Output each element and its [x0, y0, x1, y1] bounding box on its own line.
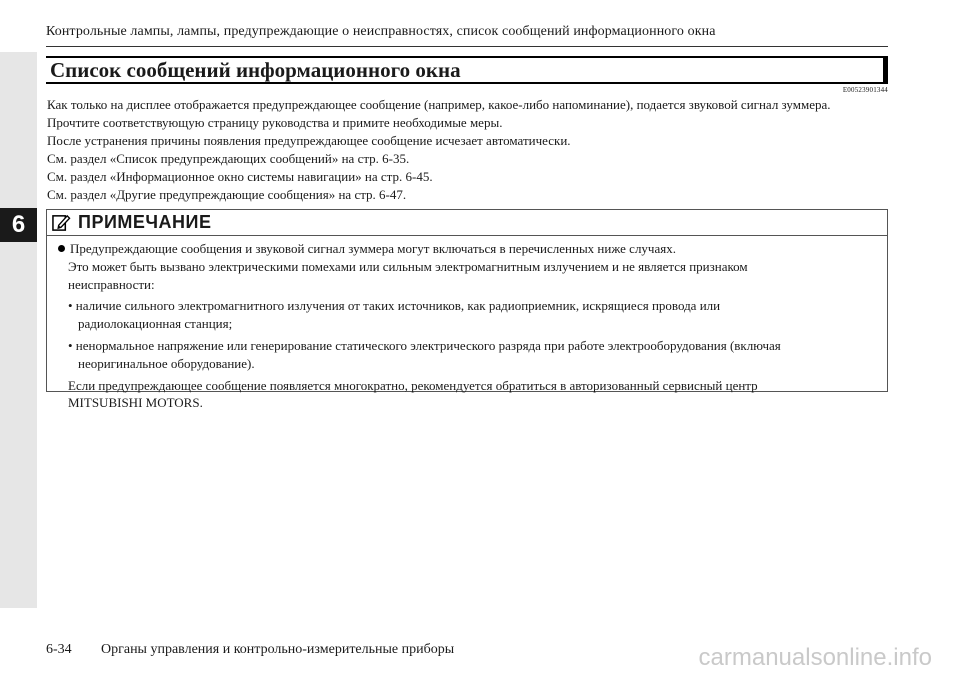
note-subitem-continuation: неоригинальное оборудование). [78, 355, 255, 371]
body-line: См. раздел «Другие предупреждающие сообщения» на стр. 6-47. [47, 187, 407, 202]
note-pencil-icon [52, 213, 71, 232]
body-text [47, 96, 892, 204]
note-subitem: • наличие сильного электромагнитного излучения от таких источников, как радиоприемник, искрящиеся провода или [68, 298, 721, 314]
page-number: 6-34 [46, 642, 72, 657]
note-subitem-continuation: радиолокационная станция; [78, 316, 233, 332]
body-line: См. раздел «Список предупреждающих сообщений» на стр. 6-35. [47, 151, 410, 166]
bullet-dot-icon [58, 245, 65, 252]
running-header: Контрольные лампы, лампы, предупреждающие о неисправностях, список сообщений информационного окна [46, 24, 716, 39]
note-bullet-continuation: неисправности: [68, 276, 155, 292]
body-line: См. раздел «Информационное окно системы навигации» на стр. 6-45. [47, 169, 433, 184]
note-tail: Если предупреждающее сообщение появляется многократно, рекомендуется обратиться в авторизованный сервисный центр [68, 377, 758, 393]
note-header [47, 210, 887, 236]
chapter-side-strip [0, 52, 37, 608]
note-body [47, 236, 887, 412]
chapter-tab: 6 [0, 208, 37, 242]
note-bullet-text: Предупреждающие сообщения и звуковой сигнал зуммера могут включаться в перечисленных ниже случаях. [70, 241, 676, 256]
note-tail: MITSUBISHI MOTORS. [68, 395, 203, 411]
footer-chapter-title: Органы управления и контрольно-измерительные приборы [101, 642, 455, 657]
note-title: ПРИМЕЧАНИЕ [78, 212, 212, 232]
note-subitem: • ненормальное напряжение или генерирование статического электрического разряда при работе электрооборудования (включая [68, 337, 781, 353]
body-line: После устранения причины появления предупреждающее сообщение исчезает автоматически. [47, 133, 571, 148]
body-line: Прочтите соответствующую страницу руководства и примите необходимые меры. [47, 115, 503, 130]
watermark: carmanualsonline.info [698, 644, 932, 671]
note-bullet-continuation: Это может быть вызвано электрическими помехами или сильным электромагнитным излучением и не является признаком [68, 258, 748, 274]
body-line: Как только на дисплее отображается предупреждающее сообщение (например, какое-либо напоминание), подается звуковой сигнал зуммера. [47, 97, 831, 112]
header-divider [46, 46, 888, 47]
document-code: E00523901344 [842, 86, 888, 94]
note-bullet [58, 240, 877, 258]
note-box [46, 209, 888, 411]
section-title: Список сообщений информационного окна [50, 58, 461, 82]
